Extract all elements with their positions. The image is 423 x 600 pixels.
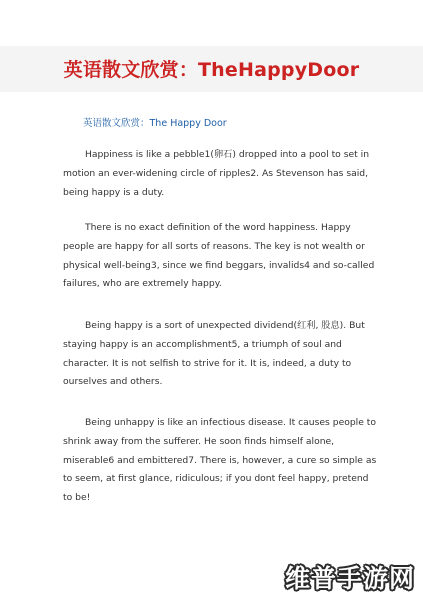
paragraph-1 — [63, 146, 370, 202]
paragraph-line: failures, who are extremely happy. — [63, 278, 222, 290]
paragraph-line: motion an ever-widening circle of ripples2. As Stevenson has said, — [63, 167, 369, 179]
paragraph-line: Happiness is like a pebble1(卵石) dropped into a pool to set in — [85, 149, 370, 160]
paragraph-3 — [63, 317, 363, 392]
paragraph-line: shrink away from the sufferer. He soon finds himself alone, — [63, 435, 335, 447]
paragraph-line: Being unhappy is like an infectious disease. It causes people to — [85, 417, 377, 428]
page-title: 英语散文欣赏：TheHappyDoor — [63, 59, 360, 81]
paragraph-line: staying happy is an accomplishment5, a triumph of soul and — [63, 338, 342, 350]
paragraph-line: physical well-being3, since we find beggars, invalids4 and so-called — [63, 259, 375, 271]
paragraph-line: ourselves and others. — [63, 376, 163, 388]
article-subtitle: 英语散文欣赏：The Happy Door — [83, 118, 227, 129]
paragraph-2 — [63, 219, 375, 294]
watermark-logo: 维普手游网 — [284, 564, 415, 593]
paragraph-line: being happy is a duty. — [63, 186, 165, 198]
paragraph-line: character. It is not selfish to strive for it. It is, indeed, a duty to — [63, 357, 352, 369]
paragraph-line: people are happy for all sorts of reasons. The key is not wealth or — [63, 240, 365, 252]
paragraph-4 — [63, 414, 377, 508]
paragraph-line: miserable6 and embittered7. There is, however, a cure so simple as — [63, 454, 377, 466]
paragraph-line: There is no exact definition of the word happiness. Happy — [85, 222, 351, 233]
paragraph-line: Being happy is a sort of unexpected dividend(红利, 股息). But — [85, 320, 365, 331]
paragraph-line: to seem, at first glance, ridiculous; if you dont feel happy, pretend — [63, 473, 369, 485]
paragraph-line: to be! — [63, 492, 91, 504]
